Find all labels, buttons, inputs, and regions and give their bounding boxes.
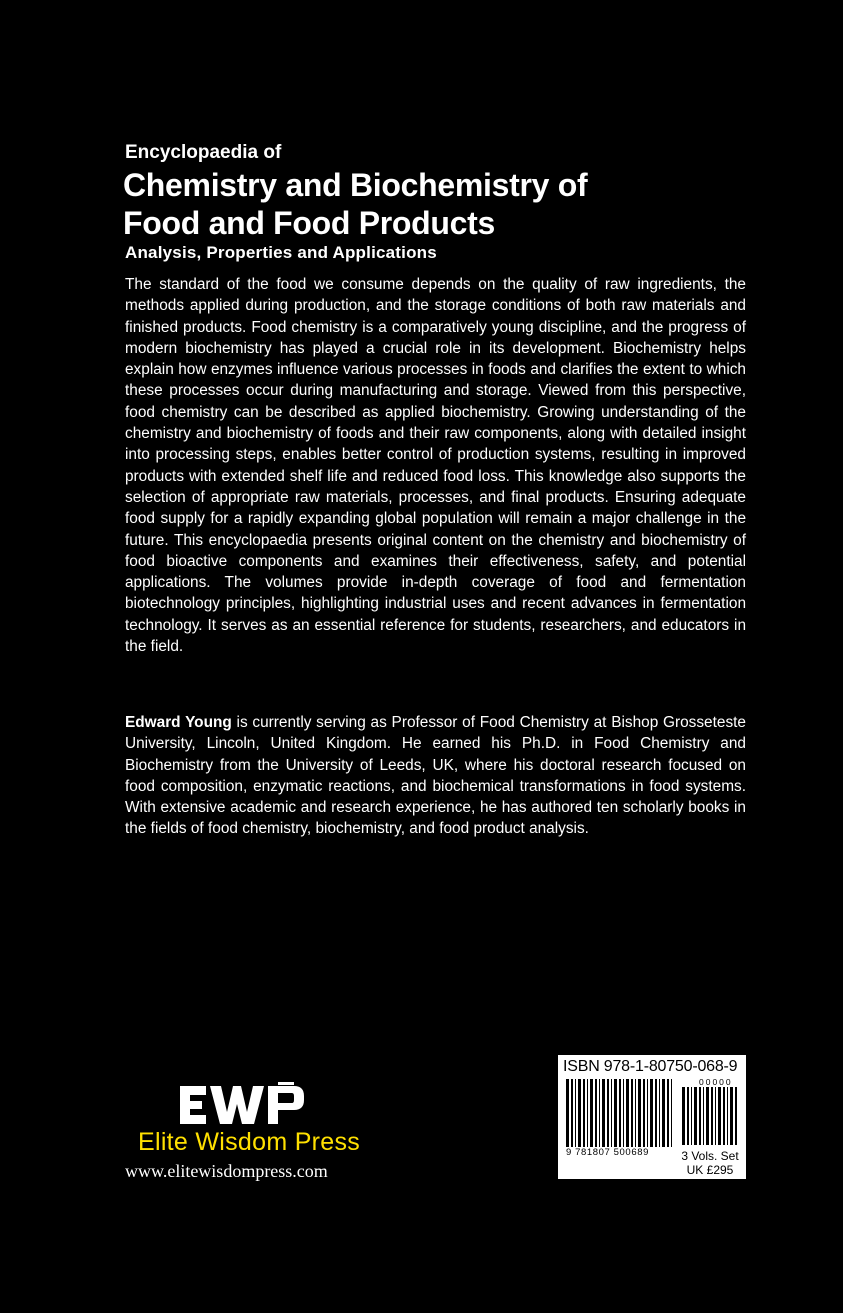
title-line-2: Food and Food Products xyxy=(123,205,496,241)
barcode-digits: 9 781807 500689 xyxy=(566,1147,649,1158)
author-bio xyxy=(125,712,746,840)
set-price-label xyxy=(680,1149,740,1177)
publisher-name: Elite Wisdom Press xyxy=(138,1128,361,1156)
book-title xyxy=(123,166,587,242)
price-label: UK £295 xyxy=(686,1163,734,1177)
title-line-1: Chemistry and Biochemistry of xyxy=(123,167,588,203)
barcode-box xyxy=(558,1055,746,1179)
author-bio-text: is currently serving as Professor of Food Chemistry at Bishop Grosseteste University, Lincoln, United Kingdom. He earned his Ph.D. in Food Chemistry and Biochemistry from the University of Leeds, UK, where his doctoral research focused on food composition, enzymatic reactions, and biochemical transformations in food systems. With extensive academic and research experience, he has authored ten scholarly books in the fields of food chemistry, biochemistry, and food product analysis. xyxy=(125,714,746,838)
publisher-url: www.elitewisdompress.com xyxy=(125,1161,328,1181)
set-label: 3 Vols. Set xyxy=(681,1149,739,1163)
publisher-logo-icon xyxy=(180,1082,304,1126)
subtitle: Analysis, Properties and Applications xyxy=(125,243,437,262)
book-description: The standard of the food we consume depends on the quality of raw ingredients, the methods applied during production, and the storage conditions of both raw materials and finished products. Food chemistry is a comparatively young discipline, and the progress of modern biochemistry has played a crucial role in its development. Biochemistry helps explain how enzymes influence various processes in foods and clarifies the extent to which these processes occur during manufacturing and storage. Viewed from this perspective, food chemistry can be described as applied biochemistry. Growing understanding of the chemistry and biochemistry of foods and their raw components, along with detailed insight into processing steps, enables better control of production systems, resulting in improved products with extended shelf life and reduced food loss. This knowledge also supports the selection of appropriate raw materials, processes, and final products. Ensuring adequate food supply for a rapidly expanding global population will remain a major challenge in the future. This encyclopaedia presents original content on the chemistry and biochemistry of food bioactive components and examines their effectiveness, safety, and potential applications. The volumes provide in-depth coverage of food and fermentation biotechnology principles, highlighting industrial uses and recent advances in fermentation technology. It serves as an essential reference for students, researchers, and educators in the field. xyxy=(125,276,746,656)
barcode-addon-digits: 00000 xyxy=(699,1077,733,1087)
isbn-label: ISBN 978-1-80750-068-9 xyxy=(563,1058,738,1075)
pre-title: Encyclopaedia of xyxy=(125,142,282,163)
author-name: Edward Young xyxy=(125,714,232,731)
